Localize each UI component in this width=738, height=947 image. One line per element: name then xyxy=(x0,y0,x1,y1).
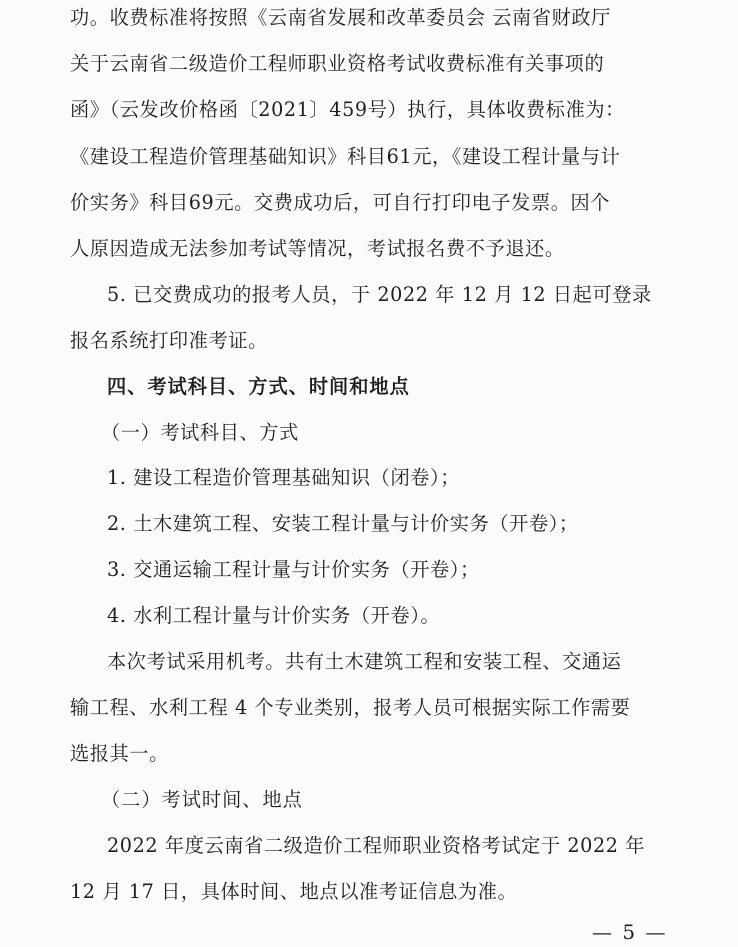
text-line-8: 报名系统打印准考证。 xyxy=(70,329,268,352)
subsection-heading-1: （一）考试科目、方式 xyxy=(101,421,299,444)
text-line-2: 关于云南省二级造价工程师职业资格考试收费标准有关事项的 xyxy=(70,52,605,75)
text-line-16: 输工程、水利工程 4 个专业类别，报考人员可根据实际工作需要 xyxy=(70,696,631,719)
list-item-4: 4. 水利工程计量与计价实务（开卷）。 xyxy=(107,604,441,627)
text-line-7: 5. 已交费成功的报考人员，于 2022 年 12 月 12 日起可登录 xyxy=(107,283,652,306)
text-line-5: 价实务》科目69元。交费成功后，可自行打印电子发票。因个 xyxy=(70,191,611,214)
text-line-20: 12 月 17 日，具体时间、地点以准考证信息为准。 xyxy=(70,880,518,903)
text-line-19: 2022 年度云南省二级造价工程师职业资格考试定于 2022 年 xyxy=(107,834,646,857)
text-line-15: 本次考试采用机考。共有土木建筑工程和安装工程、交通运 xyxy=(107,650,622,673)
page-number: — 5 — xyxy=(592,920,668,944)
list-item-1: 1. 建设工程造价管理基础知识（闭卷）； xyxy=(107,466,460,489)
text-line-3: 函》（云发改价格函〔2021〕459号）执行，具体收费标准为： xyxy=(70,98,625,121)
text-line-4: 《建设工程造价管理基础知识》科目61元，《建设工程计量与计 xyxy=(70,145,621,168)
list-item-2: 2. 土木建筑工程、安装工程计量与计价实务（开卷）； xyxy=(107,512,579,535)
list-item-3: 3. 交通运输工程计量与计价实务（开卷）； xyxy=(107,558,480,581)
text-line-17: 选报其一。 xyxy=(70,742,169,765)
subsection-heading-2: （二）考试时间、地点 xyxy=(101,788,303,811)
text-line-1: 功。收费标准将按照《云南省发展和改革委员会 云南省财政厅 xyxy=(70,6,611,29)
section-heading-4: 四、考试科目、方式、时间和地点 xyxy=(107,375,410,398)
text-line-6: 人原因造成无法参加考试等情况，考试报名费不予退还。 xyxy=(70,237,565,260)
